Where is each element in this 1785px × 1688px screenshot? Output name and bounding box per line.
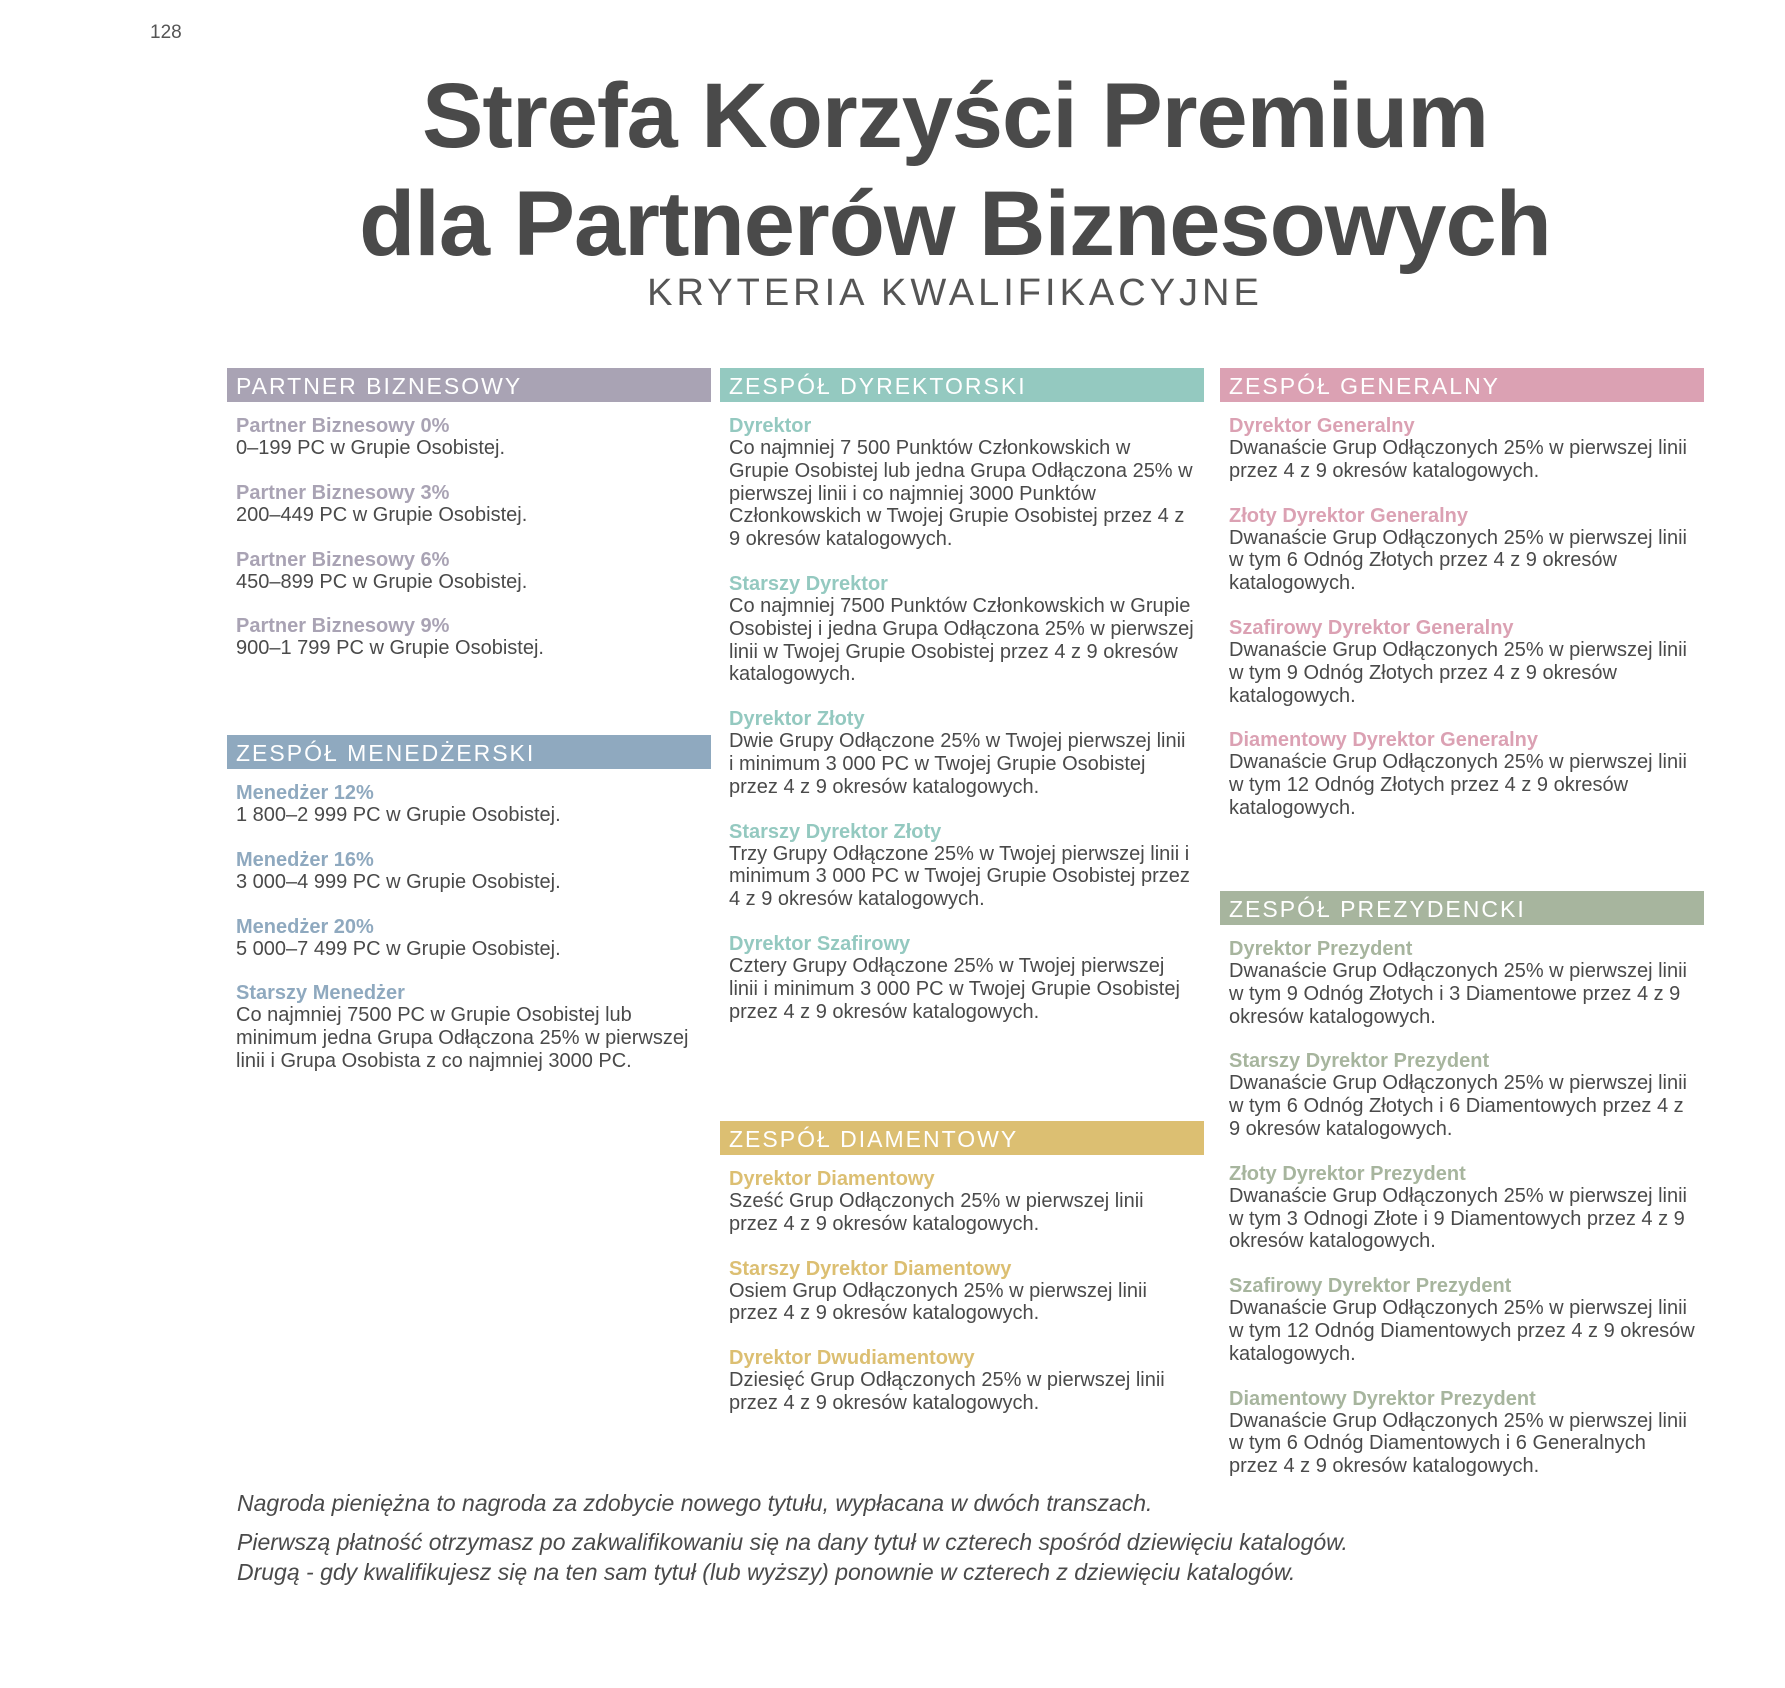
- criteria-item: [236, 415, 702, 460]
- footer-note-1: Nagroda pieniężna to nagroda za zdobycie nowego tytułu, wypłacana w dwóch transzach.: [237, 1490, 1153, 1516]
- section-partner: [227, 368, 711, 682]
- criteria-item: [729, 1168, 1195, 1236]
- criteria-item: [236, 782, 702, 827]
- criteria-title: Menedżer 20%: [236, 915, 374, 938]
- criteria-text: Dwanaście Grup Odłączonych 25% w pierwszej linii w tym 12 Odnóg Złotych przez 4 z 9 okresów katalogowych.: [1229, 751, 1687, 819]
- section-items: [227, 402, 711, 660]
- criteria-text: Dwanaście Grup Odłączonych 25% w pierwszej linii w tym 3 Odnogi Złote i 9 Diamentowych przez 4 z 9 okresów katalogowych.: [1229, 1184, 1687, 1253]
- page-number: 128: [150, 22, 182, 43]
- criteria-title: Złoty Dyrektor Generalny: [1229, 504, 1468, 527]
- criteria-text: 5 000–7 499 PC w Grupie Osobistej.: [236, 937, 561, 960]
- criteria-item: [1229, 505, 1695, 595]
- criteria-title: Starszy Dyrektor Prezydent: [1229, 1050, 1490, 1073]
- criteria-title: Dyrektor: [729, 415, 812, 437]
- criteria-text: Osiem Grup Odłączonych 25% w pierwszej linii przez 4 z 9 okresów katalogowych.: [729, 1279, 1147, 1325]
- criteria-text: Dwanaście Grup Odłączonych 25% w pierwszej linii w tym 6 Odnóg Diamentowych i 6 Generalnych przez 4 z 9 okresów katalogowych.: [1229, 1409, 1687, 1478]
- criteria-text: Dwanaście Grup Odłączonych 25% w pierwszej linii w tym 9 Odnóg Złotych przez 4 z 9 okresów katalogowych.: [1229, 638, 1687, 707]
- criteria-text: 0–199 PC w Grupie Osobistej.: [236, 437, 506, 459]
- criteria-item: [1229, 1050, 1695, 1140]
- criteria-item: [236, 916, 702, 961]
- criteria-title: Szafirowy Dyrektor Prezydent: [1229, 1275, 1512, 1298]
- criteria-text: Dwanaście Grup Odłączonych 25% w pierwszej linii w tym 6 Odnóg Złotych przez 4 z 9 okresów katalogowych.: [1229, 526, 1687, 595]
- criteria-title: Dyrektor Generalny: [1229, 415, 1415, 437]
- criteria-text: 900–1 799 PC w Grupie Osobistej.: [236, 637, 544, 660]
- section-header: PARTNER BIZNESOWY: [227, 368, 711, 402]
- section-header: ZESPÓŁ MENEDŻERSKI: [227, 735, 711, 769]
- criteria-text: Co najmniej 7500 Punktów Członkowskich w Grupie Osobistej i jedna Grupa Odłączona 25% w pierwszej linii w Twojej Grupie Osobistej przez 4 z 9 okresów katalogowych.: [729, 594, 1194, 686]
- criteria-text: 450–899 PC w Grupie Osobistej.: [236, 570, 528, 593]
- criteria-title: Diamentowy Dyrektor Generalny: [1229, 729, 1538, 752]
- criteria-item: [236, 549, 702, 594]
- criteria-title: Partner Biznesowy 0%: [236, 415, 450, 437]
- criteria-text: Dwanaście Grup Odłączonych 25% w pierwszej linii w tym 6 Odnóg Złotych i 6 Diamentowych przez 4 z 9 okresów katalogowych.: [1229, 1072, 1687, 1140]
- criteria-title: Partner Biznesowy 3%: [236, 481, 450, 504]
- criteria-text: 200–449 PC w Grupie Osobistej.: [236, 503, 528, 526]
- criteria-item: [729, 573, 1195, 686]
- page-title: [0, 62, 1785, 278]
- criteria-item: [729, 1258, 1195, 1326]
- criteria-title: Dyrektor Diamentowy: [729, 1168, 935, 1190]
- criteria-title: Starszy Dyrektor Złoty: [729, 820, 942, 843]
- criteria-item: [1229, 938, 1695, 1028]
- footer-notes: [237, 1490, 1737, 1587]
- criteria-text: Co najmniej 7500 PC w Grupie Osobistej lub minimum jedna Grupa Odłączona 25% w pierwszej linii i Grupa Osobista z co najmniej 3000 PC.: [236, 1004, 689, 1072]
- criteria-title: Dyrektor Złoty: [729, 708, 865, 731]
- title-line-1: Strefa Korzyści Premium: [421, 65, 1489, 167]
- criteria-item: [236, 982, 702, 1072]
- criteria-text: Dwanaście Grup Odłączonych 25% w pierwszej linii w tym 12 Odnóg Diamentowych przez 4 z 9 okresów katalogowych.: [1229, 1297, 1695, 1365]
- section-prezydencki: [1220, 891, 1704, 1500]
- section-header: ZESPÓŁ DIAMENTOWY: [720, 1121, 1204, 1155]
- footer-note-2: Pierwszą płatność otrzymasz po zakwalifikowaniu się na dany tytuł w czterech spośród dziewięciu katalogów.: [237, 1529, 1348, 1555]
- criteria-title: Złoty Dyrektor Prezydent: [1229, 1162, 1466, 1185]
- criteria-text: Sześć Grup Odłączonych 25% w pierwszej linii przez 4 z 9 okresów katalogowych.: [729, 1190, 1144, 1235]
- criteria-title: Partner Biznesowy 6%: [236, 548, 450, 571]
- section-items: [1220, 925, 1704, 1478]
- criteria-text: Dwanaście Grup Odłączonych 25% w pierwszej linii w tym 9 Odnóg Złotych i 3 Diamentowe przez 4 z 9 okresów katalogowych.: [1229, 960, 1687, 1028]
- section-items: [227, 769, 711, 1073]
- criteria-item: [1229, 1163, 1695, 1253]
- section-items: [1220, 402, 1704, 820]
- criteria-item: [729, 821, 1195, 911]
- criteria-title: Partner Biznesowy 9%: [236, 615, 450, 638]
- criteria-item: [1229, 415, 1695, 483]
- criteria-title: Diamentowy Dyrektor Prezydent: [1229, 1387, 1536, 1410]
- criteria-title: Starszy Menedżer: [236, 982, 405, 1005]
- page-subtitle: KRYTERIA KWALIFIKACYJNE: [647, 272, 1263, 314]
- criteria-title: Dyrektor Dwudiamentowy: [729, 1347, 975, 1370]
- criteria-title: Starszy Dyrektor Diamentowy: [729, 1257, 1012, 1280]
- criteria-text: Dwanaście Grup Odłączonych 25% w pierwszej linii przez 4 z 9 okresów katalogowych.: [1229, 437, 1687, 482]
- section-menedzer: [227, 735, 711, 1095]
- criteria-item: [729, 1347, 1195, 1415]
- criteria-title: Starszy Dyrektor: [729, 572, 888, 595]
- criteria-text: 3 000–4 999 PC w Grupie Osobistej.: [236, 870, 561, 893]
- criteria-title: Menedżer 12%: [236, 782, 374, 804]
- criteria-text: Dwie Grupy Odłączone 25% w Twojej pierwszej linii i minimum 3 000 PC w Twojej Grupie Osobistej przez 4 z 9 okresów katalogowych.: [729, 730, 1186, 798]
- title-line-2: dla Partnerów Biznesowych: [359, 173, 1551, 275]
- criteria-item: [1229, 1275, 1695, 1365]
- criteria-title: Menedżer 16%: [236, 848, 374, 871]
- section-dyrektorski: [720, 368, 1204, 1045]
- section-header: ZESPÓŁ DYREKTORSKI: [720, 368, 1204, 402]
- section-items: [720, 1155, 1204, 1415]
- criteria-item: [1229, 617, 1695, 707]
- criteria-item: [1229, 729, 1695, 819]
- criteria-item: [729, 415, 1195, 551]
- criteria-title: Dyrektor Prezydent: [1229, 938, 1413, 960]
- criteria-item: [236, 482, 702, 527]
- criteria-item: [236, 849, 702, 894]
- footer-note-3: Drugą - gdy kwalifikujesz się na ten sam tytuł (lub wyższy) ponownie w czterech z dziewięciu katalogów.: [237, 1559, 1296, 1585]
- criteria-text: Co najmniej 7 500 Punktów Członkowskich w Grupie Osobistej lub jedna Grupa Odłączona 25% w pierwszej linii i co najmniej 3000 Punktów Członkowskich w Twojej Grupie Osobistej przez 4 z 9 okresów katalogowych.: [729, 437, 1193, 551]
- criteria-text: Trzy Grupy Odłączone 25% w Twojej pierwszej linii i minimum 3 000 PC w Twojej Grupie Osobistej przez 4 z 9 okresów katalogowych.: [729, 842, 1190, 911]
- section-header: ZESPÓŁ PREZYDENCKI: [1220, 891, 1704, 925]
- criteria-item: [729, 708, 1195, 798]
- criteria-item: [729, 933, 1195, 1023]
- criteria-title: Dyrektor Szafirowy: [729, 932, 911, 955]
- criteria-text: Cztery Grupy Odłączone 25% w Twojej pierwszej linii i minimum 3 000 PC w Twojej Grupie Osobistej przez 4 z 9 okresów katalogowych.: [729, 954, 1180, 1023]
- criteria-text: 1 800–2 999 PC w Grupie Osobistej.: [236, 804, 561, 826]
- section-header: ZESPÓŁ GENERALNY: [1220, 368, 1704, 402]
- section-items: [720, 402, 1204, 1023]
- criteria-item: [236, 615, 702, 660]
- criteria-item: [1229, 1388, 1695, 1478]
- section-generalny: [1220, 368, 1704, 842]
- criteria-text: Dziesięć Grup Odłączonych 25% w pierwszej linii przez 4 z 9 okresów katalogowych.: [729, 1369, 1165, 1414]
- criteria-title: Szafirowy Dyrektor Generalny: [1229, 616, 1514, 639]
- section-diamentowy: [720, 1121, 1204, 1437]
